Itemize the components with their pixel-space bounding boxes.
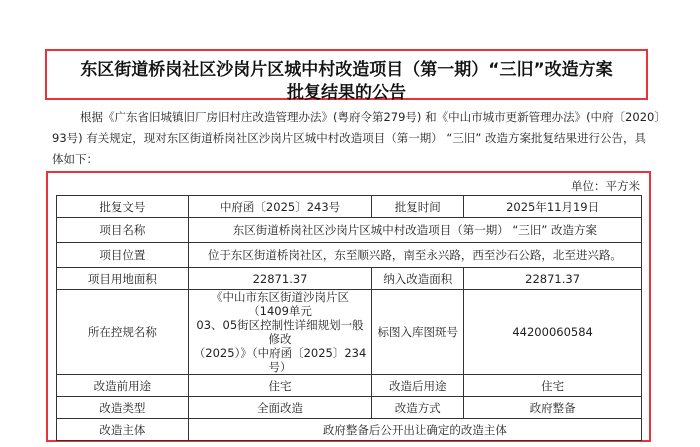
project-name-value: 东区街道桥岗社区沙岗片区城中村改造项目（第一期） “三旧” 改造方案 xyxy=(188,218,641,243)
page-title-line-1: 东区街道桥岗社区沙岗片区城中村改造项目（第一期）“三旧”改造方案 xyxy=(80,60,613,80)
table-row xyxy=(57,218,642,243)
subject-label: 改造主体 xyxy=(57,419,189,441)
included-area-value: 22871.37 xyxy=(464,268,642,290)
table-row xyxy=(57,243,642,268)
project-name-label: 项目名称 xyxy=(57,218,189,243)
control-name-line-3: （2025）》（中府函〔2025〕234号） xyxy=(193,346,367,374)
project-location-value: 位于东区街道桥岗社区，东至顺兴路，南至永兴路，西至沙石公路，北至进兴路。 xyxy=(188,243,641,268)
table-row xyxy=(57,397,642,419)
map-no-value: 44200060584 xyxy=(464,290,642,375)
land-area-label: 项目用地面积 xyxy=(57,268,189,290)
land-area-value: 22871.37 xyxy=(188,268,372,290)
control-name-label: 所在控规名称 xyxy=(57,290,189,375)
unit-label: 单位：平方米 xyxy=(571,179,640,193)
method-label: 改造方式 xyxy=(372,397,464,419)
table-row xyxy=(57,196,642,218)
control-name-value xyxy=(188,290,372,375)
table-row xyxy=(57,419,642,441)
type-label: 改造类型 xyxy=(57,397,189,419)
use-after-label: 改造后用途 xyxy=(372,375,464,397)
use-after-value: 住宅 xyxy=(464,375,642,397)
type-value: 全面改造 xyxy=(188,397,372,419)
intro-line-1: 根据《广东省旧城镇旧厂房旧村庄改造管理办法》(粤府令第279号) 和《中山市城市更新管理办法》(中府〔2020〕 xyxy=(80,110,666,124)
approval-time-label: 批复时间 xyxy=(372,196,464,218)
intro-line-2: 93号) 有关规定，现对东区街道桥岗社区沙岗片区城中村改造项目（第一期） “三旧” 改造方案批复结果进行公告，具 xyxy=(52,131,646,145)
table-row xyxy=(57,290,642,375)
approval-time-value: 2025年11月19日 xyxy=(464,196,642,218)
included-area-label: 纳入改造面积 xyxy=(372,268,464,290)
map-no-label: 标图入库图斑号 xyxy=(372,290,464,375)
project-location-label: 项目位置 xyxy=(57,243,189,268)
use-before-value: 住宅 xyxy=(188,375,372,397)
method-value: 政府整备 xyxy=(464,397,642,419)
intro-line-3: 体如下： xyxy=(52,152,98,166)
table-row xyxy=(57,268,642,290)
control-name-line-2: 03、05街区控制性详细规划一般修改 xyxy=(196,318,364,346)
table-row xyxy=(57,375,642,397)
subject-value: 政府整备后公开出让确定的改造主体 xyxy=(188,419,641,441)
control-name-line-1: 《中山市东区街道沙岗片区（1409单元 xyxy=(211,290,350,318)
use-before-label: 改造前用途 xyxy=(57,375,189,397)
approval-no-label: 批复文号 xyxy=(57,196,189,218)
page-title-line-2: 批复结果的公告 xyxy=(287,83,406,103)
approval-table xyxy=(56,195,642,441)
approval-no-value: 中府函〔2025〕243号 xyxy=(188,196,372,218)
